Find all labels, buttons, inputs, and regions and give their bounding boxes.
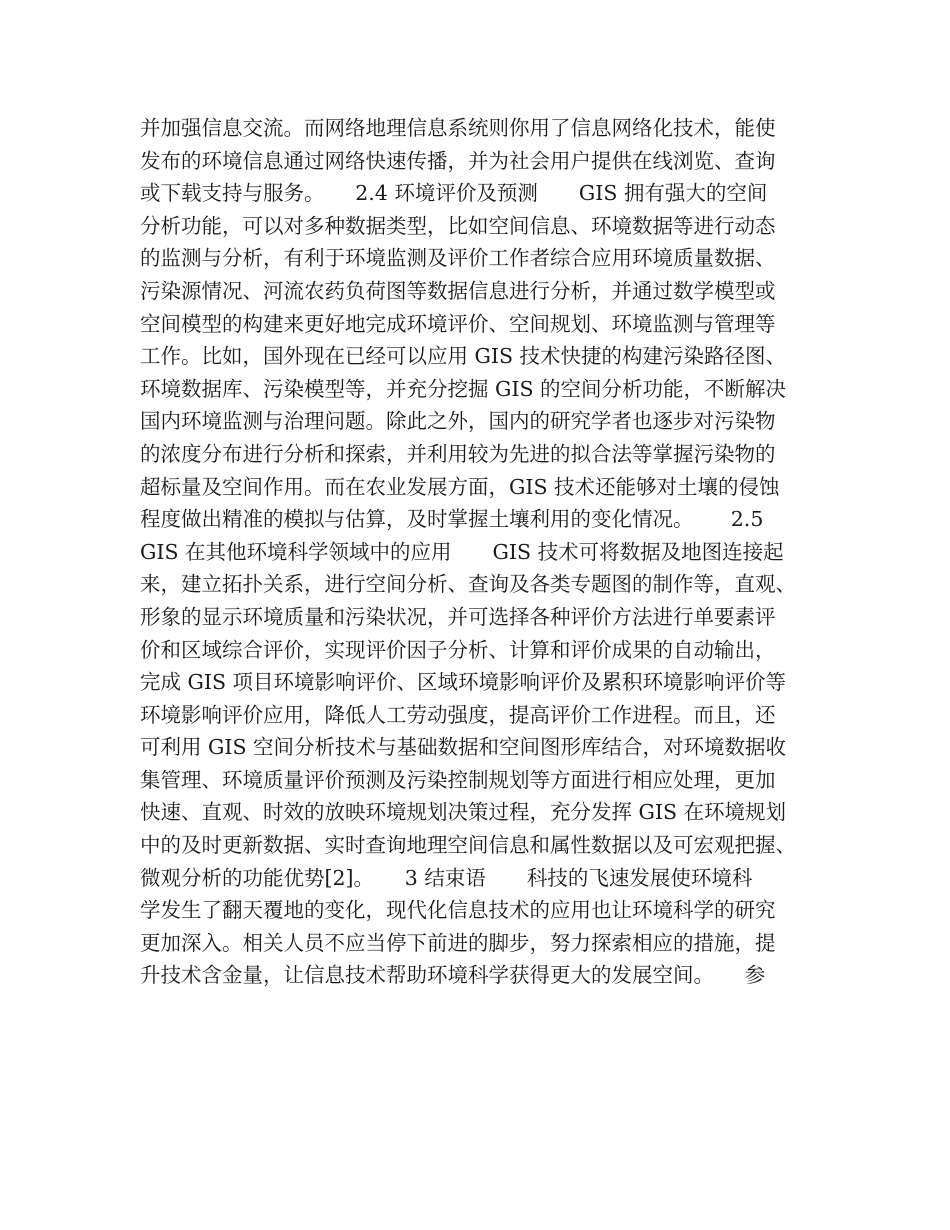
text-line: 快速、直观、时效的放映环境规划决策过程，充分发挥 GIS 在环境规划 [140,800,787,825]
body-text [140,112,830,992]
text-line: 或下载支持与服务。 2.4 环境评价及预测 GIS 拥有强大的空间 [140,181,768,206]
text-line: 微观分析的功能优势[2]。 3 结束语 科技的飞速发展使环境科 [140,865,753,890]
text-line: 学发生了翻天覆地的变化，现代化信息技术的应用也让环境科学的研究 [140,898,776,923]
text-line: 集管理、环境质量评价预测及污染控制规划等方面进行相应处理，更加 [140,767,776,792]
text-line: 形象的显示环境质量和污染状况，并可选择各种评价方法进行单要素评 [140,604,776,629]
text-line: 完成 GIS 项目环境影响评价、区域环境影响评价及累积环境影响评价等 [140,670,787,695]
text-line: 国内环境监测与治理问题。除此之外，国内的研究学者也逐步对污染物 [140,409,776,434]
text-line: 程度做出精准的模拟与估算，及时掌握土壤利用的变化情况。 2.5 [140,507,764,532]
text-line: 环境数据库、污染模型等，并充分挖掘 GIS 的空间分析功能，不断解决 [140,376,787,401]
text-line: 并加强信息交流。而网络地理信息系统则你用了信息网络化技术，能使 [140,116,776,140]
text-line: 升技术含金量，让信息技术帮助环境科学获得更大的发展空间。 参 [140,963,766,988]
text-line: 污染源情况、河流农药负荷图等数据信息进行分析，并通过数学模型或 [140,278,776,303]
text-line: 更加深入。相关人员不应当停下前进的脚步，努力探索相应的措施，提 [140,930,776,955]
text-line: GIS 在其他环境科学领域中的应用 GIS 技术可将数据及地图连接起 [140,539,784,564]
text-line: 可利用 GIS 空间分析技术与基础数据和空间图形库结合，对环境数据收 [140,735,787,760]
text-line: 发布的环境信息通过网络快速传播，并为社会用户提供在线浏览、查询 [140,148,776,173]
text-line: 空间模型的构建来更好地完成环境评价、空间规划、环境监测与管理等 [140,311,776,336]
text-line: 中的及时更新数据、实时查询地理空间信息和属性数据以及可宏观把握、 [140,833,796,858]
text-line: 价和区域综合评价，实现评价因子分析、计算和评价成果的自动输出， [140,637,776,662]
text-line: 的浓度分布进行分析和探索，并利用较为先进的拟合法等掌握污染物的 [140,441,776,466]
text-line: 来，建立拓扑关系，进行空间分析、查询及各类专题图的制作等，直观、 [140,572,796,597]
text-line: 分析功能，可以对多种数据类型，比如空间信息、环境数据等进行动态 [140,213,776,238]
text-line: 环境影响评价应用，降低人工劳动强度，提高评价工作进程。而且，还 [140,702,776,727]
text-line: 工作。比如，国外现在已经可以应用 GIS 技术快捷的构建污染路径图、 [140,344,787,369]
text-line: 超标量及空间作用。而在农业发展方面，GIS 技术还能够对土壤的侵蚀 [140,474,780,499]
text-line: 的监测与分析，有利于环境监测及评价工作者综合应用环境质量数据、 [140,246,776,271]
